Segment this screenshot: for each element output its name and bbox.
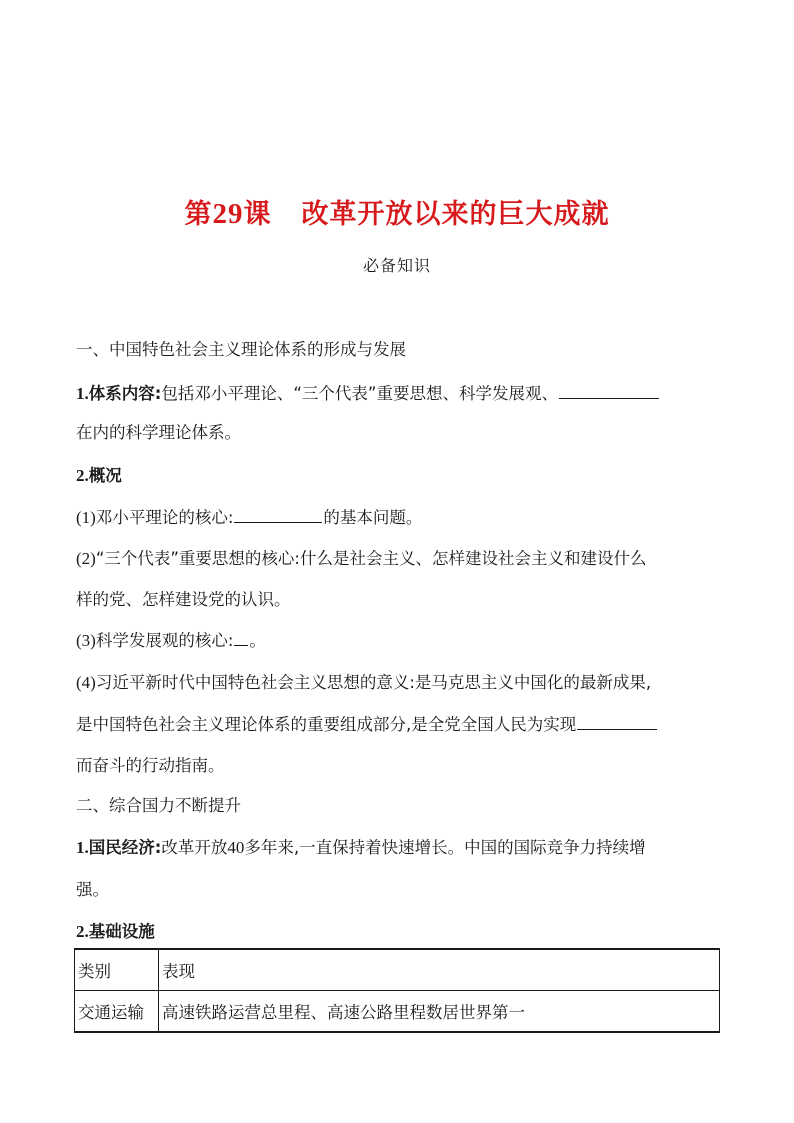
fill-blank: [234, 631, 248, 646]
list-item-1: (1)邓小平理论的核心: 的基本问题。: [76, 508, 423, 527]
title-prefix: 第: [184, 199, 213, 230]
fill-blank: [559, 384, 659, 399]
table-row: [75, 991, 720, 1033]
title-suffix: 课: [243, 199, 272, 230]
fill-blank: [234, 508, 322, 523]
paragraph-system-content-cont: 在内的科学理论体系。: [76, 423, 241, 442]
lesson-number: 29: [212, 198, 244, 230]
table-cell: 高速铁路运营总里程、高速公路里程数居世界第一: [159, 991, 720, 1033]
list-item-3: (3)科学发展观的核心: 。: [76, 631, 266, 650]
list-item-4-cont: 是中国特色社会主义理论体系的重要组成部分,是全党全国人民为实现: [76, 711, 720, 735]
label-economy: 国民经济:: [88, 838, 162, 857]
table-header-row: [75, 949, 720, 991]
list-item-2: (2)“三个代表”重要思想的核心:什么是社会主义、怎样建设社会主义和建设什么: [76, 549, 647, 568]
list-item-4-end: 而奋斗的行动指南。: [76, 756, 225, 775]
paragraph-infrastructure: 2.基础设施: [76, 922, 155, 941]
paragraph-overview: 2.概况: [76, 466, 122, 485]
list-item-4: (4)习近平新时代中国特色社会主义思想的意义:是马克思主义中国化的最新成果,: [76, 673, 652, 692]
label-system-content: 体系内容:: [88, 384, 162, 403]
title-main: 改革开放以来的巨大成就: [301, 199, 610, 230]
table-cell: 交通运输: [75, 991, 159, 1033]
paragraph-economy: 1.国民经济:改革开放40多年来,一直保持着快速增长。中国的国际竞争力持续增: [76, 838, 646, 857]
section-subtitle: 必备知识: [362, 256, 431, 275]
section-heading-1: 一、中国特色社会主义理论体系的形成与发展: [76, 340, 406, 359]
list-item-2-cont: 样的党、怎样建设党的认识。: [76, 590, 291, 609]
fill-blank: [577, 715, 657, 730]
paragraph-system-content: 1.体系内容:包括邓小平理论、“三个代表”重要思想、科学发展观、: [76, 380, 720, 404]
label-infrastructure: 基础设施: [88, 922, 155, 941]
paragraph-economy-cont: 强。: [76, 880, 109, 899]
table-header-cell: 类别: [75, 949, 159, 991]
section-heading-2: 二、综合国力不断提升: [76, 796, 241, 815]
infrastructure-table: [74, 948, 720, 1033]
label-overview: 概况: [88, 466, 122, 485]
table-header-cell: 表现: [159, 949, 720, 991]
lesson-title: [0, 192, 794, 231]
